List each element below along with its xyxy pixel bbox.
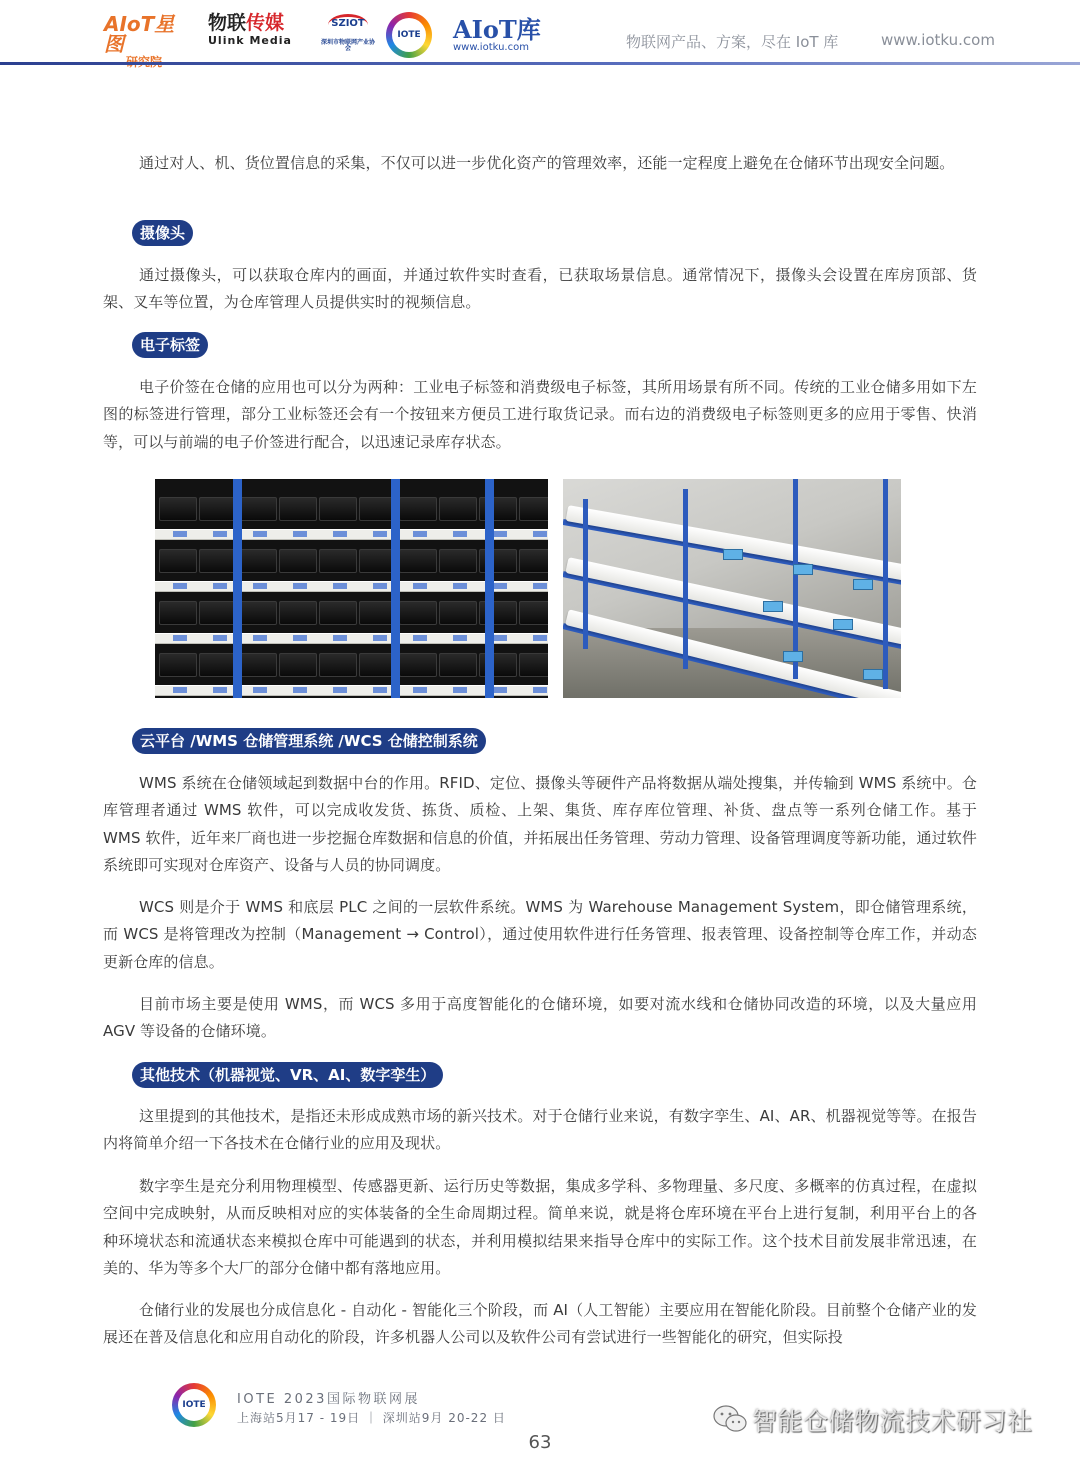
rack-upright (485, 479, 494, 698)
camera-paragraph: 通过摄像头，可以获取仓库内的画面，并通过软件实时查看，已获取场景信息。通常情况下，摄像头会设置在库房顶部、货架、叉车等位置，为仓库管理人员提供实时的视频信息。 (103, 266, 977, 312)
digital-shelf-tag (763, 601, 783, 612)
rack-post (793, 479, 798, 679)
wms-paragraph-3: 目前市场主要是使用 WMS，而 WCS 多用于高度智能化的仓储环境，如要对流水线和仓储协同改造的环境，以及大量应用 AGV 等设备的仓储环境。 (103, 995, 977, 1041)
digital-shelf-tag (793, 564, 813, 575)
storage-bin (199, 653, 237, 677)
industrial-shelf-label-photo (155, 479, 548, 698)
electronic-shelf-label (533, 583, 547, 589)
storage-bin (519, 549, 548, 573)
electronic-tag-paragraph: 电子价签在仓储的应用也可以分为两种：工业电子标签和消费级电子标签，其所用场景有所不同。传统的工业仓储多用如下左图的标签进行管理，部分工业标签还会有一个按钮来方便员工进行取货记录。而右边的消费级电子标签则更多的应用于零售、快消等，可以与前端的电子价签进行配合，以迅速记录库存状态。 (103, 378, 977, 451)
sziot-logo: SZIOT 深圳市物联网产业协会 (320, 14, 376, 52)
wechat-watermark: 智能仓储物流技术研习社 (752, 1407, 1033, 1436)
storage-bin (159, 549, 197, 573)
storage-bin (279, 653, 317, 677)
storage-bin (239, 497, 277, 521)
rack-upright (391, 479, 400, 698)
iote-logo: IOTE (386, 12, 432, 58)
electronic-shelf-label (533, 687, 547, 693)
electronic-shelf-label (293, 583, 307, 589)
storage-bin (159, 653, 197, 677)
rack-post (683, 489, 688, 669)
other-tech-paragraph-1: 这里提到的其他技术，是指还未形成成熟市场的新兴技术。对于仓储行业来说，有数字孪生、AI、AR、机器视觉等等。在报告内将简单介绍一下各技术在仓储行业的应用及现状。 (103, 1107, 977, 1153)
storage-bin (279, 497, 317, 521)
page-header (0, 0, 1080, 70)
section-heading-other-tech: 其他技术（机器视觉、VR、AI、数字孪生） (132, 1062, 443, 1088)
electronic-shelf-label (213, 583, 227, 589)
wms-paragraph-2: WCS 则是介于 WMS 和底层 PLC 之间的一层软件系统。WMS 为 Warehouse Management System，即仓储管理系统，而 WCS 是将管理改为控制（Management → Control），通过使用软件进行任务管理、报表管理、设备控制等仓库工作，并动态更新仓库的信息。 (103, 898, 977, 971)
electronic-shelf-label (453, 531, 467, 537)
storage-bin (239, 653, 277, 677)
electronic-shelf-label (373, 531, 387, 537)
aiotku-logo: AIoT库 www.iotku.com (453, 15, 541, 53)
storage-bin (399, 497, 437, 521)
wms-paragraph-1: WMS 系统在仓储领域起到数据中台的作用。RFID、定位、摄像头等硬件产品将数据从端处搜集，并传输到 WMS 系统中。仓库管理者通过 WMS 软件，可以完成收发货、拣货、质检、上架、集货、库存库位管理、补货、盘点等一系列仓储工作。基于 WMS 软件，近年来厂商也进一步挖掘仓库数据和信息的价值，并拓展出任务管理、劳动力管理、设备管理调度等新功能，通过软件系统即可实现对仓库资产、设备与人员的协同调度。 (103, 774, 977, 874)
storage-bin (199, 549, 237, 573)
storage-bin (199, 497, 237, 521)
storage-bin (399, 601, 437, 625)
wechat-icon (712, 1404, 748, 1434)
storage-bin (319, 497, 357, 521)
electronic-shelf-label (373, 583, 387, 589)
electronic-shelf-label (293, 635, 307, 641)
electronic-shelf-label (173, 531, 187, 537)
header-divider (0, 62, 1080, 65)
electronic-shelf-label (213, 635, 227, 641)
electronic-shelf-label (173, 635, 187, 641)
storage-bin (399, 549, 437, 573)
storage-bin (439, 497, 477, 521)
storage-bin (519, 497, 548, 521)
electronic-shelf-label (333, 531, 347, 537)
storage-bin (519, 653, 548, 677)
electronic-shelf-label (493, 687, 507, 693)
rack-post (583, 499, 588, 649)
electronic-shelf-label (493, 531, 507, 537)
electronic-shelf-label (213, 531, 227, 537)
electronic-shelf-label (333, 687, 347, 693)
electronic-shelf-label (373, 635, 387, 641)
section-heading-camera: 摄像头 (132, 220, 193, 246)
storage-bin (279, 601, 317, 625)
digital-shelf-tag (783, 651, 803, 662)
storage-bin (199, 601, 237, 625)
electronic-shelf-label (453, 583, 467, 589)
storage-bin (239, 549, 277, 573)
electronic-shelf-label (293, 687, 307, 693)
storage-bin (399, 653, 437, 677)
electronic-shelf-label (293, 531, 307, 537)
page-number: 63 (528, 1432, 552, 1453)
electronic-shelf-label (253, 635, 267, 641)
storage-bin (159, 601, 197, 625)
other-tech-paragraph-2: 数字孪生是充分利用物理模型、传感器更新、运行历史等数据，集成多学科、多物理量、多尺度、多概率的仿真过程，在虚拟空间中完成映射，从而反映相对应的实体装备的全生命周期过程。简单来说，就是将仓库环境在平台上进行复制，利用平台上的各种环境状态和流通状态来模拟仓库中可能遇到的状态，并利用模拟结果来指导仓库中的实际工作。这个技术目前发展非常迅速，在美的、华为等多个大厂的部分仓储中都有落地应用。 (103, 1177, 977, 1277)
intro-paragraph: 通过对人、机、货位置信息的采集，不仅可以进一步优化资产的管理效率，还能一定程度上避免在仓储环节出现安全问题。 (139, 154, 955, 172)
storage-bin (319, 653, 357, 677)
section-heading-wms: 云平台 /WMS 仓储管理系统 /WCS 仓储控制系统 (132, 728, 486, 754)
storage-bin (439, 653, 477, 677)
electronic-shelf-label (173, 583, 187, 589)
electronic-shelf-label (253, 687, 267, 693)
electronic-shelf-label (213, 687, 227, 693)
rack-upright (233, 479, 242, 698)
electronic-shelf-label (413, 687, 427, 693)
electronic-shelf-label (253, 531, 267, 537)
electronic-shelf-label (373, 687, 387, 693)
other-tech-paragraph-3: 仓储行业的发展也分成信息化 - 自动化 - 智能化三个阶段，而 AI（人工智能）主要应用在智能化阶段。目前整个仓储产业的发展还在普及信息化和应用自动化的阶段，许多机器人公司以及软件公司有尝试进行一些智能化的研究，但实际投 (103, 1301, 977, 1347)
section-heading-electronic-tag: 电子标签 (132, 332, 208, 358)
electronic-shelf-label (493, 635, 507, 641)
storage-bin (239, 601, 277, 625)
storage-bin (319, 601, 357, 625)
electronic-shelf-label (413, 531, 427, 537)
ulink-media-logo: 物联传媒 Ulink Media (208, 12, 292, 47)
storage-bin (439, 549, 477, 573)
electronic-shelf-label (413, 583, 427, 589)
storage-bin (279, 549, 317, 573)
electronic-shelf-label (253, 583, 267, 589)
aiot-research-logo: AIoT星图 (104, 12, 175, 56)
footer-iote-logo: IOTE (172, 1383, 216, 1427)
footer-event-dates: 上海站5月17 - 19日 ｜ 深圳站9月 20-22 日 (237, 1411, 506, 1425)
electronic-shelf-label (453, 687, 467, 693)
header-tagline: 物联网产品、方案，尽在 IoT 库 (626, 33, 839, 51)
storage-bin (519, 601, 548, 625)
storage-bin (439, 601, 477, 625)
consumer-shelf-label-photo (563, 479, 901, 698)
electronic-shelf-label (533, 635, 547, 641)
header-site-url[interactable]: www.iotku.com (881, 31, 995, 49)
electronic-shelf-label (333, 635, 347, 641)
storage-bin (159, 497, 197, 521)
digital-shelf-tag (863, 669, 883, 680)
digital-shelf-tag (723, 549, 743, 560)
electronic-shelf-label (533, 531, 547, 537)
storage-bin (319, 549, 357, 573)
electronic-shelf-label (173, 687, 187, 693)
digital-shelf-tag (833, 619, 853, 630)
electronic-shelf-label (493, 583, 507, 589)
electronic-shelf-label (453, 635, 467, 641)
electronic-shelf-label (413, 635, 427, 641)
rack-post (883, 479, 888, 689)
footer-event-title: IOTE 2023国际物联网展 (237, 1392, 420, 1407)
digital-shelf-tag (853, 579, 873, 590)
electronic-shelf-label (333, 583, 347, 589)
